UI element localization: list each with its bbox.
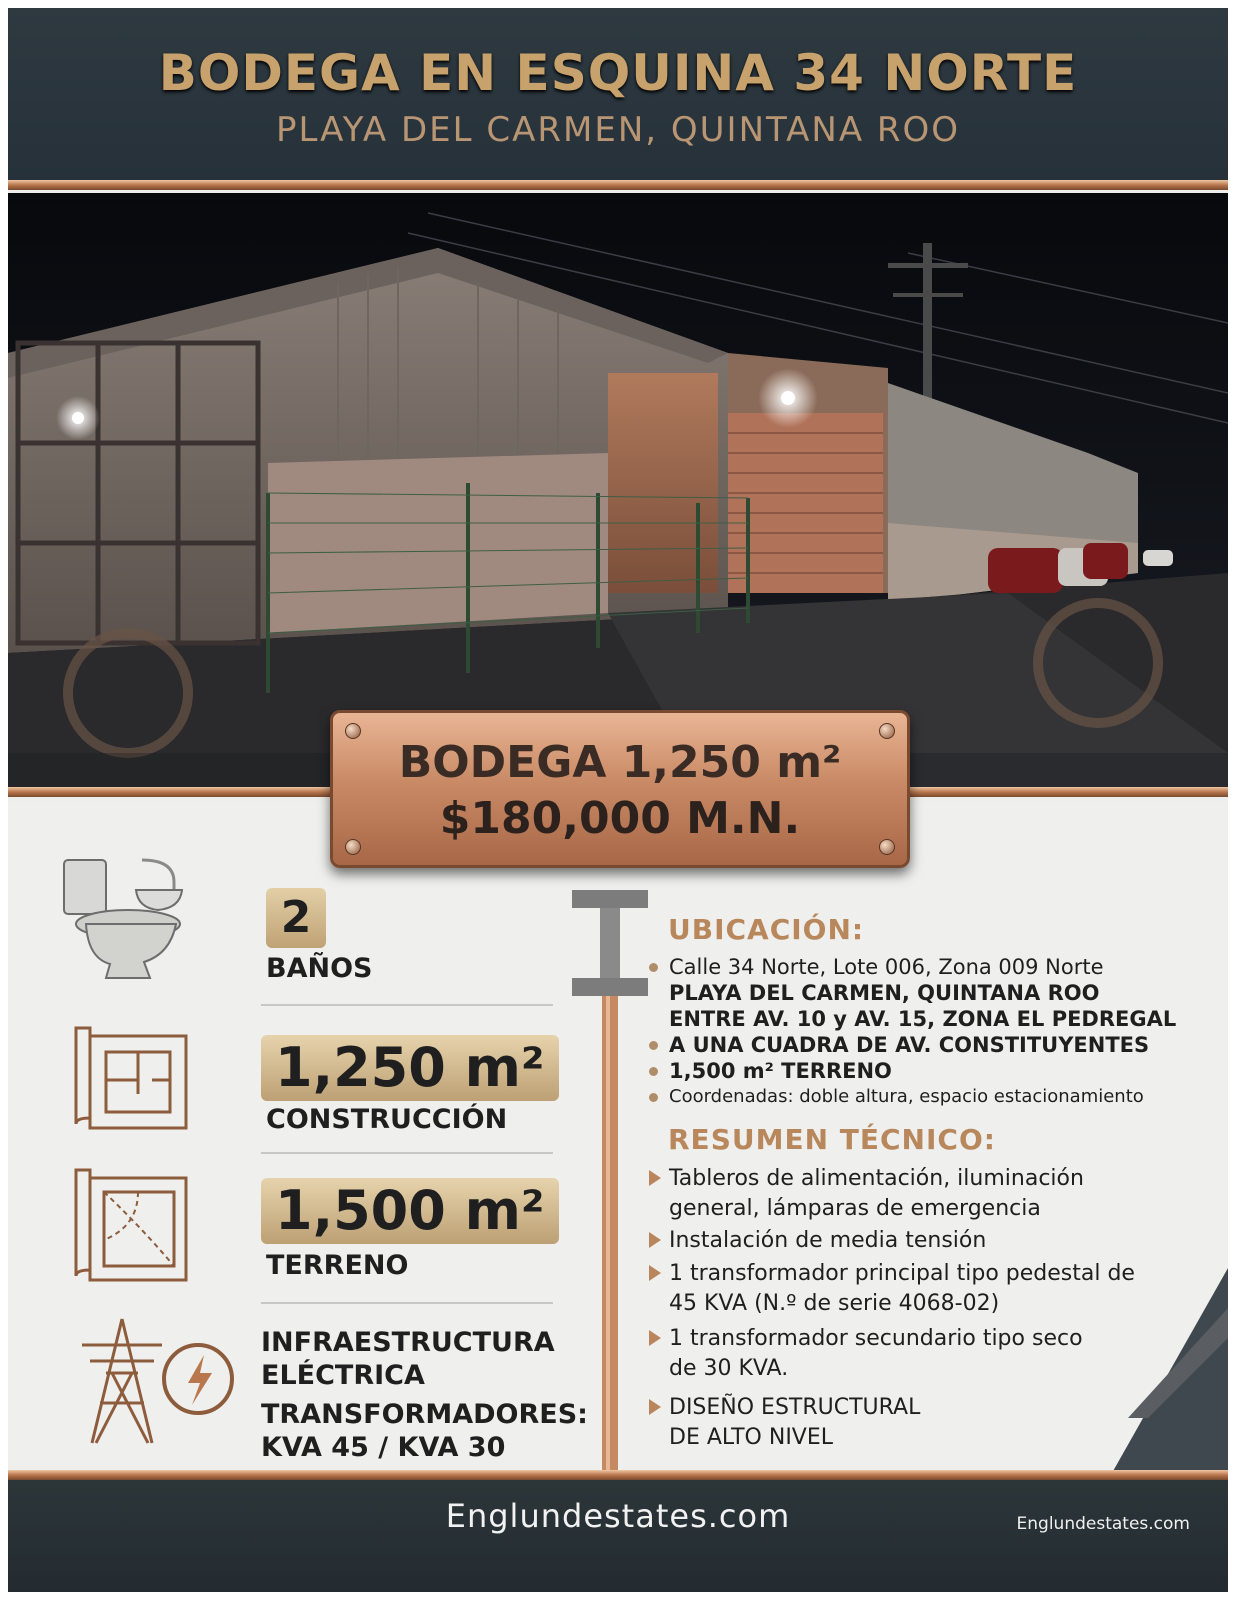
terreno-value: 1,500 m² xyxy=(261,1178,559,1244)
header-band xyxy=(8,8,1228,180)
warehouse-photo xyxy=(8,193,1228,793)
ubicacion-heading: UBICACIÓN: xyxy=(668,913,865,946)
arrow-bullet-icon xyxy=(649,1232,661,1248)
plaque-area: BODEGA 1,250 m² xyxy=(398,737,842,788)
arrow-bullet-icon xyxy=(649,1170,661,1186)
bullet-icon xyxy=(649,963,658,972)
divider xyxy=(261,1152,553,1154)
divider xyxy=(261,1004,553,1006)
toilet-icon xyxy=(58,846,188,986)
flyer-frame: BODEGA EN ESQUINA 34 NORTE PLAYA DEL CARMEN, QUINTANA ROO BODEGA 1,250 m² $180,000 M.N. 2 BAÑOS 1,250 m² CONSTRUCCIÓN 1,500 m² TERRENO INFRAESTRUCTURA ELÉCTRICA TRANSFORMADORES: KVA 45 / KVA 30 UBICACIÓN: Calle 34 Norte, Lote 006, Zona 009 Norte PLAYA DEL CARMEN, QUINTANA ROO ENTRE AV. 10 y AV. 15, ZONA EL PEDREGAL A UNA CUADRA DE AV. CONSTITUYENTES 1,500 m² TERRENO Coordenadas: doble altura, espacio estacionamiento RESUMEN TÉCNICO: Tableros de alimentación, iluminación general, lámparas de emergencia Instalación de media tensión 1 transformador principal tipo pedestal de 45 KVA (N.º de serie 4068-02) 1 transformador secundario tipo seco de 30 KVA. DISEÑO ESTRUCTURAL DE ALTO NIVEL Englundestates.com Englundestates.com xyxy=(8,8,1228,1592)
infra-line4: KVA 45 / KVA 30 xyxy=(261,1432,506,1463)
construccion-label: CONSTRUCCIÓN xyxy=(266,1104,508,1135)
steel-beam-decoration-icon xyxy=(1108,1268,1228,1480)
resumen-heading: RESUMEN TÉCNICO: xyxy=(668,1123,996,1156)
banos-count: 2 xyxy=(266,888,326,948)
banos-label: BAÑOS xyxy=(266,953,373,984)
terreno-label: TERRENO xyxy=(266,1250,409,1281)
copper-divider-bottom xyxy=(8,1470,1228,1480)
copper-divider-top xyxy=(8,180,1228,190)
infra-line1: INFRAESTRUCTURA xyxy=(261,1327,555,1358)
bullet-icon xyxy=(649,1067,658,1076)
divider xyxy=(261,1302,553,1304)
blueprint-icon xyxy=(66,1024,190,1134)
listing-title: BODEGA EN ESQUINA 34 NORTE xyxy=(158,44,1078,102)
footer-watermark: Englundestates.com xyxy=(1016,1514,1190,1534)
construccion-value: 1,250 m² xyxy=(261,1035,559,1101)
i-beam-icon xyxy=(568,886,654,1476)
plaque-price: $180,000 M.N. xyxy=(439,793,801,844)
bullet-icon xyxy=(649,1041,658,1050)
arrow-bullet-icon xyxy=(649,1399,661,1415)
listing-subtitle: PLAYA DEL CARMEN, QUINTANA ROO xyxy=(275,110,961,150)
land-plot-icon xyxy=(66,1166,190,1286)
footer-website[interactable]: Englundestates.com xyxy=(445,1497,791,1535)
arrow-bullet-icon xyxy=(649,1265,661,1281)
bullet-icon xyxy=(649,1093,658,1102)
infra-line3: TRANSFORMADORES: xyxy=(261,1399,588,1430)
power-tower-icon xyxy=(62,1313,242,1449)
arrow-bullet-icon xyxy=(649,1330,661,1346)
footer-band xyxy=(8,1480,1228,1592)
price-plaque xyxy=(330,710,910,868)
infra-block xyxy=(261,1326,588,1464)
infra-line2: ELÉCTRICA xyxy=(261,1360,425,1391)
